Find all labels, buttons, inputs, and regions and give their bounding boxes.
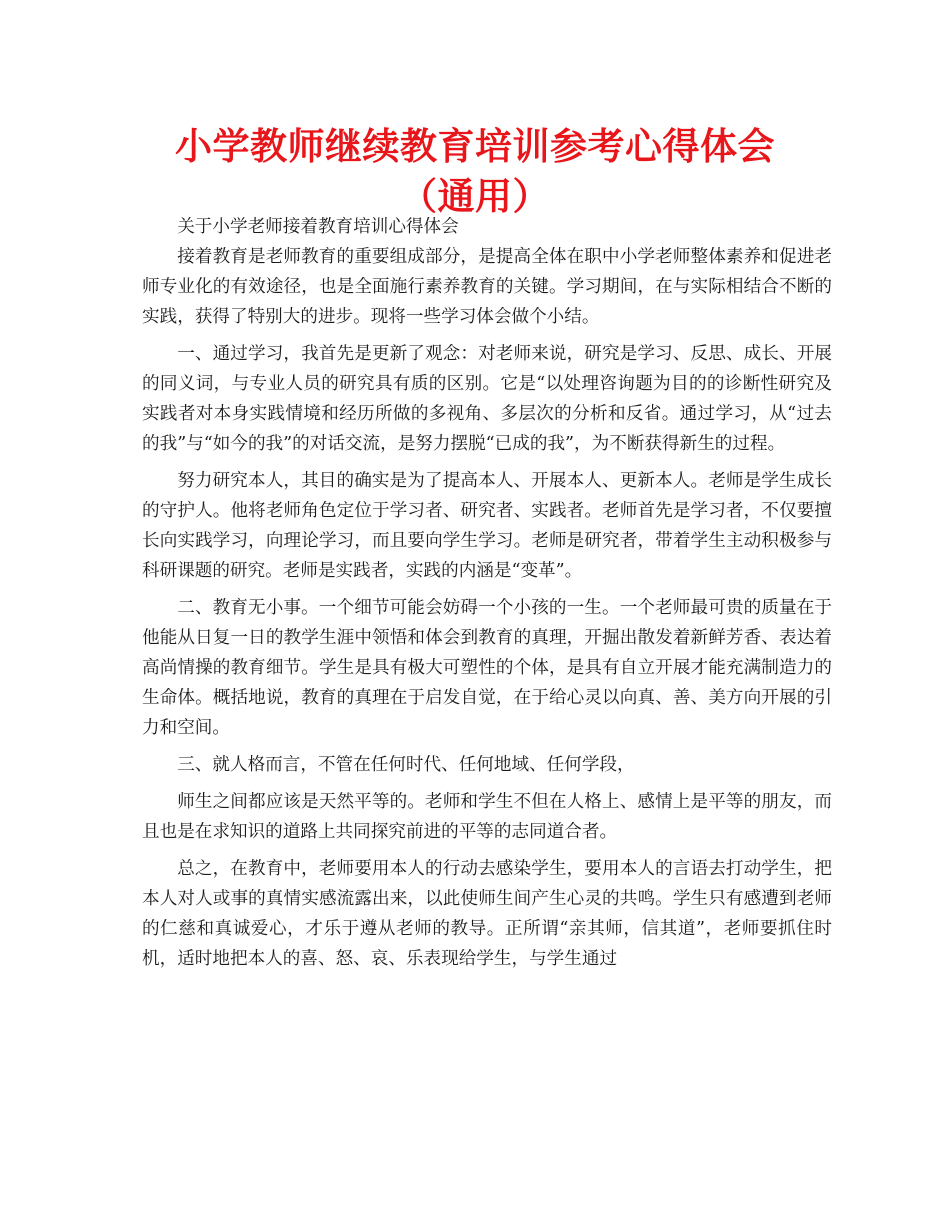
paragraph-equality: 师生之间都应该是天然平等的。老师和学生不但在人格上、感情上是平等的朋友，而且也是在求知识的道路上共同探究前进的平等的志同道合者。	[142, 792, 832, 842]
paragraph-intro: 接着教育是老师教育的重要组成部分，是提高全体在职中小学老师整体素养和促进老师专业化的有效途径，也是全面施行素养教育的关键。学习期间，在与实际相结合不断的实践，获得了特别大的进步。现将一些学习体会做个小结。	[142, 247, 832, 327]
paragraph-point-one: 一、通过学习，我首先是更新了观念：对老师来说，研究是学习、反思、成长、开展的同义词，与专业人员的研究具有质的区别。它是“以处理咨询题为目的的诊断性研究及实践者对本身实践情境和经历所做的多视角、多层次的分析和反省。通过学习，从“过去的我”与“如今的我”的对话交流，是努力摆脱“已成的我”，为不断获得新生的过程。	[142, 344, 832, 454]
paragraph-summary: 总之，在教育中，老师要用本人的行动去感染学生，要用本人的言语去打动学生，把本人对人或事的真情实感流露出来，以此使师生间产生心灵的共鸣。学生只有感遭到老师的仁慈和真诚爱心，才乐于遵从老师的教导。正所谓“亲其师，信其道”，老师要抓住时机，适时地把本人的喜、怒、哀、乐表现给学生，与学生通过	[142, 859, 832, 969]
document-body	[142, 212, 832, 981]
paragraph-self-study: 努力研究本人，其目的确实是为了提高本人、开展本人、更新本人。老师是学生成长的守护人。他将老师角色定位于学习者、研究者、实践者。老师首先是学习者，不仅要擅长向实践学习，向理论学习，而且要向学生学习。老师是研究者，带着学生主动积极参与科研课题的研究。老师是实践者，实践的内涵是“变革”。	[142, 471, 832, 581]
paragraph-point-three: 三、就人格而言，不管在任何时代、任何地域、任何学段，	[177, 755, 635, 775]
paragraph-point-two: 二、教育无小事。一个细节可能会妨碍一个小孩的一生。一个老师最可贵的质量在于他能从日复一日的教学生涯中领悟和体会到教育的真理，开掘出散发着新鲜芳香、表达着高尚情操的教育细节。学生是具有极大可塑性的个体，是具有自立开展才能充满制造力的生命体。概括地说，教育的真理在于启发自觉，在于给心灵以向真、善、美方向开展的引力和空间。	[142, 598, 832, 738]
paragraph-subtitle: 关于小学老师接着教育培训心得体会	[177, 217, 459, 237]
document-title: 小学教师继续教育培训参考心得体会（通用）	[175, 125, 775, 218]
